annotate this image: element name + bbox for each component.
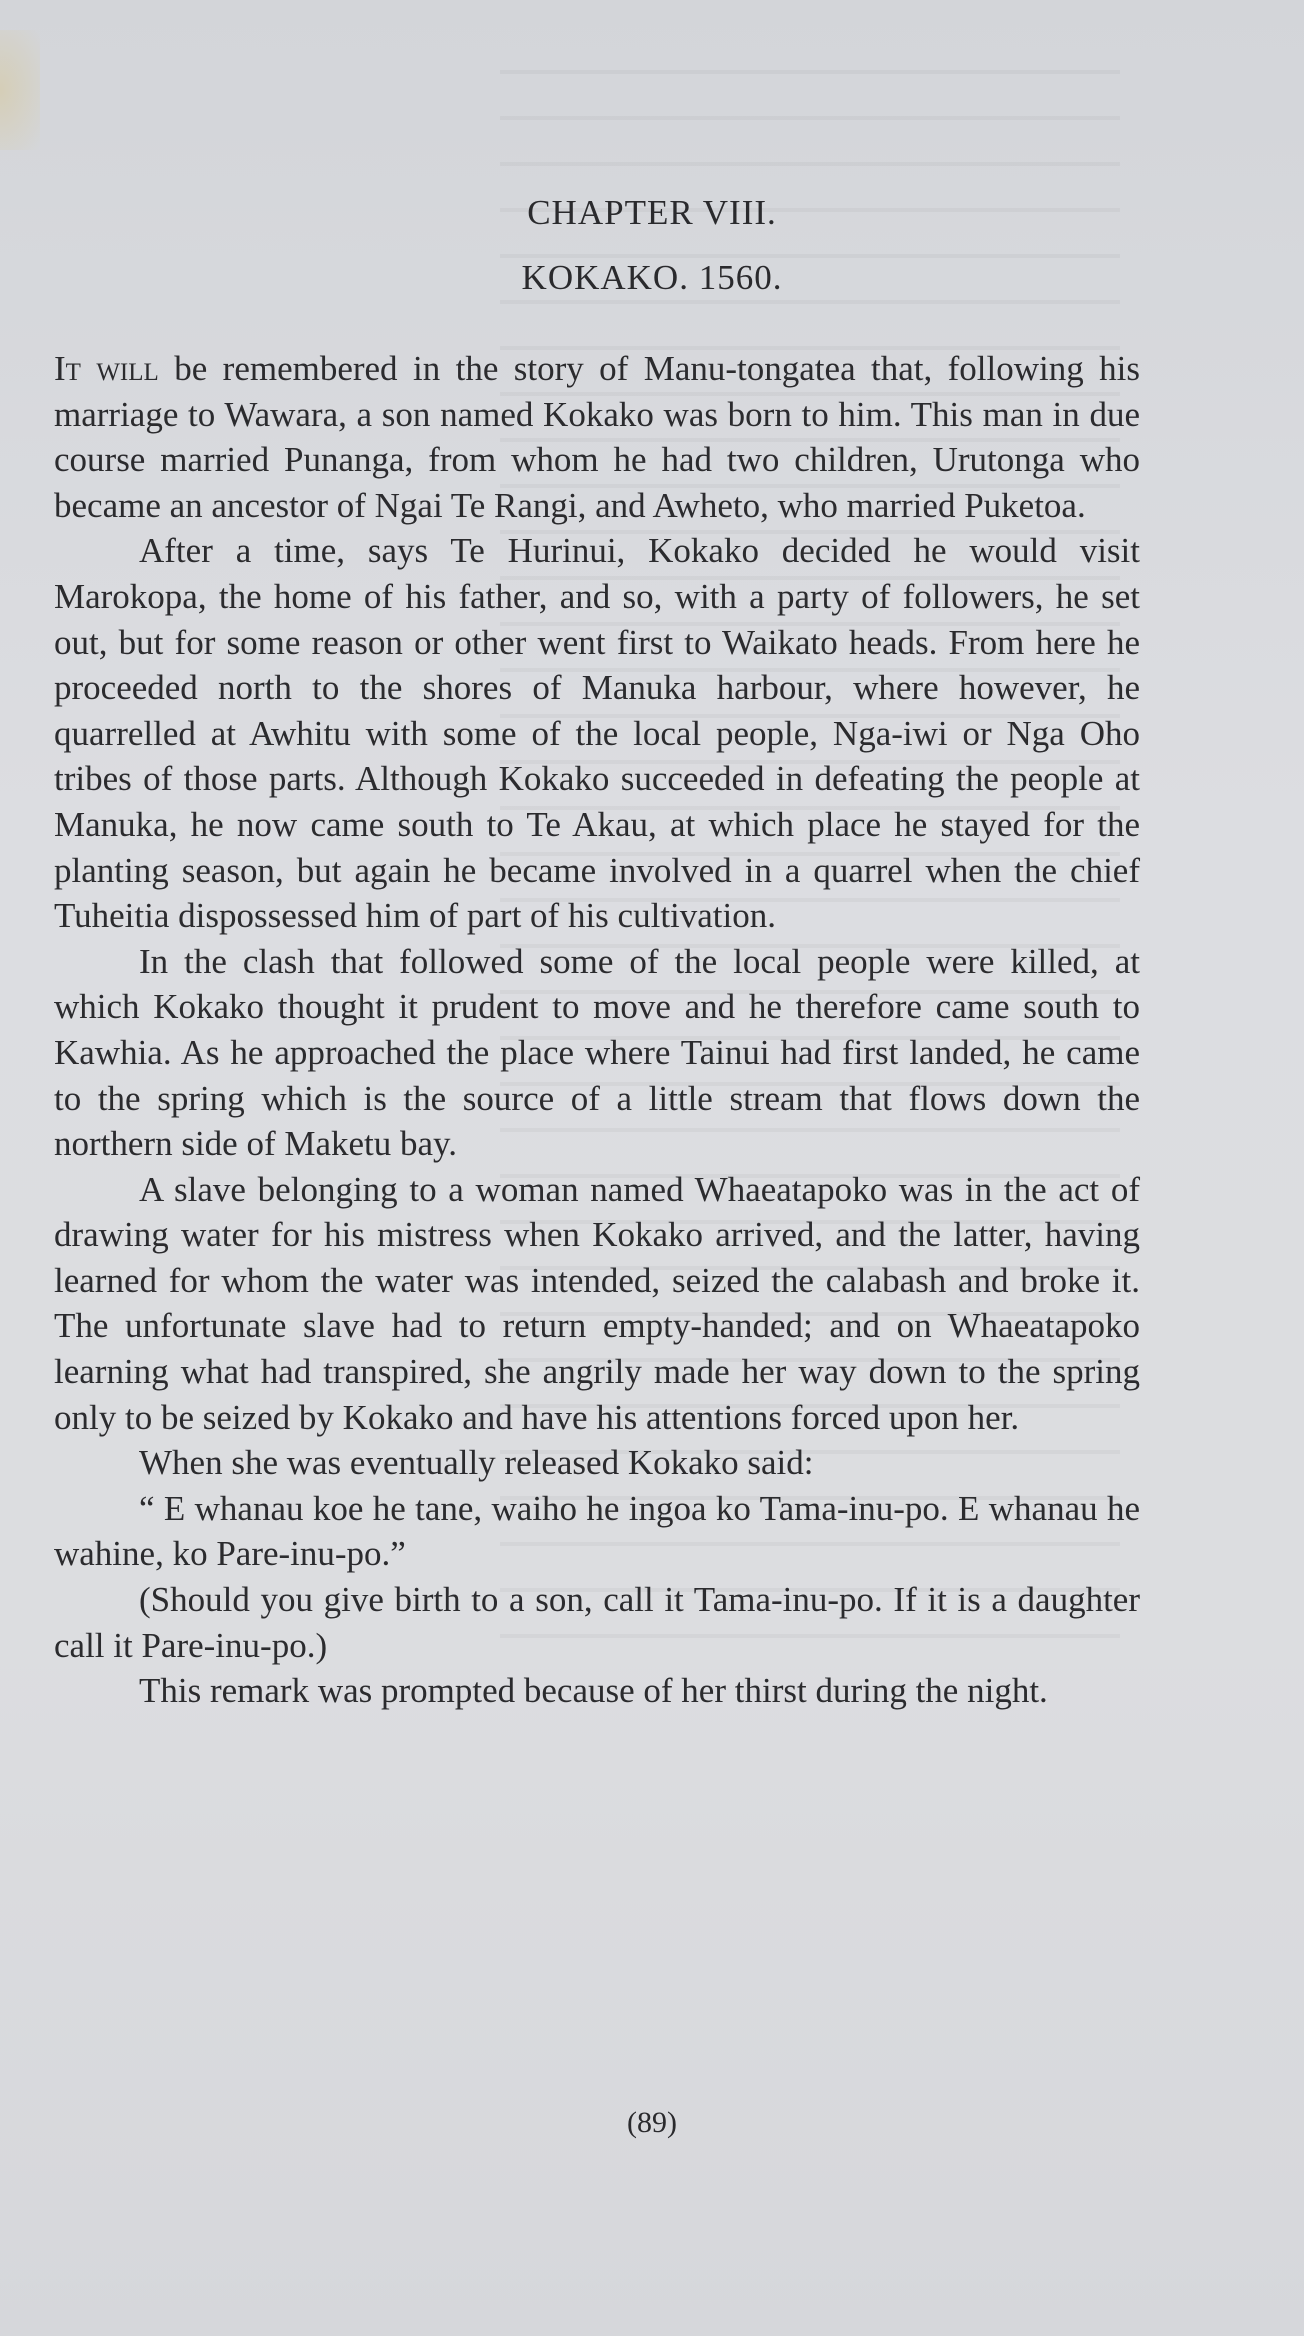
opening-words: It will [54, 349, 159, 388]
quote-paragraph: “ E whanau koe he tane, waiho he ingoa ko Tama-inu-po. E whanau he wahine, ko Pare-inu-po.” [54, 1488, 1140, 1574]
paragraph: A slave belonging to a woman named Whaeatapoko was in the act of drawing water for his mistress when Kokako arrived, and the latter, having learned for whom the water was intended, seized the calabash and broke it. The unfortunate slave had to return empty-handed; and on Whaeatapoko learning what had transpired, she angrily made her way down to the spring only to be seized by Kokako and have his attentions forced upon her. [54, 1169, 1140, 1437]
paper-stain [0, 30, 40, 150]
page-number: (89) [627, 2106, 677, 2139]
translation-paragraph: (Should you give birth to a son, call it Tama-inu-po. If it is a daughter call it Pare-inu-po.) [54, 1580, 1140, 1665]
body-text [54, 346, 1140, 1714]
chapter-title: KOKAKO. 1560. [521, 258, 783, 297]
paragraph: This remark was prompted because of her thirst during the night. [139, 1671, 1048, 1711]
chapter-heading: CHAPTER VIII. [527, 193, 777, 232]
paragraph: In the clash that followed some of the local people were killed, at which Kokako thought it prudent to move and he therefore came south to Kawhia. As he approached the place where Tainui had first landed, he came to the spring which is the source of a little stream that flows down the northern side of Maketu bay. [54, 941, 1140, 1164]
paragraph: It will be remembered in the story of Manu-tongatea that, following his marriage to Wawara, a son named Kokako was born to him. This man in due course married Punanga, from whom he had two children, Urutonga who became an ancestor of Ngai Te Rangi, and Awheto, who married Puketoa. [54, 349, 1141, 525]
paragraph: When she was eventually released Kokako said: [139, 1443, 814, 1483]
paragraph: After a time, says Te Hurinui, Kokako decided he would visit Marokopa, the home of his father, and so, with a party of followers, he set out, but for some reason or other went first to Waikato heads. From here he proceeded north to the shores of Manuka harbour, where however, he quarrelled at Awhitu with some of the local people, Nga-iwi or Nga Oho tribes of those parts. Although Kokako succeeded in defeating the people at Manuka, he now came south to Te Akau, at which place he stayed for the planting season, but again he became involved in a quarrel when the chief Tuheitia dispossessed him of part of his cultivation. [54, 531, 1140, 936]
